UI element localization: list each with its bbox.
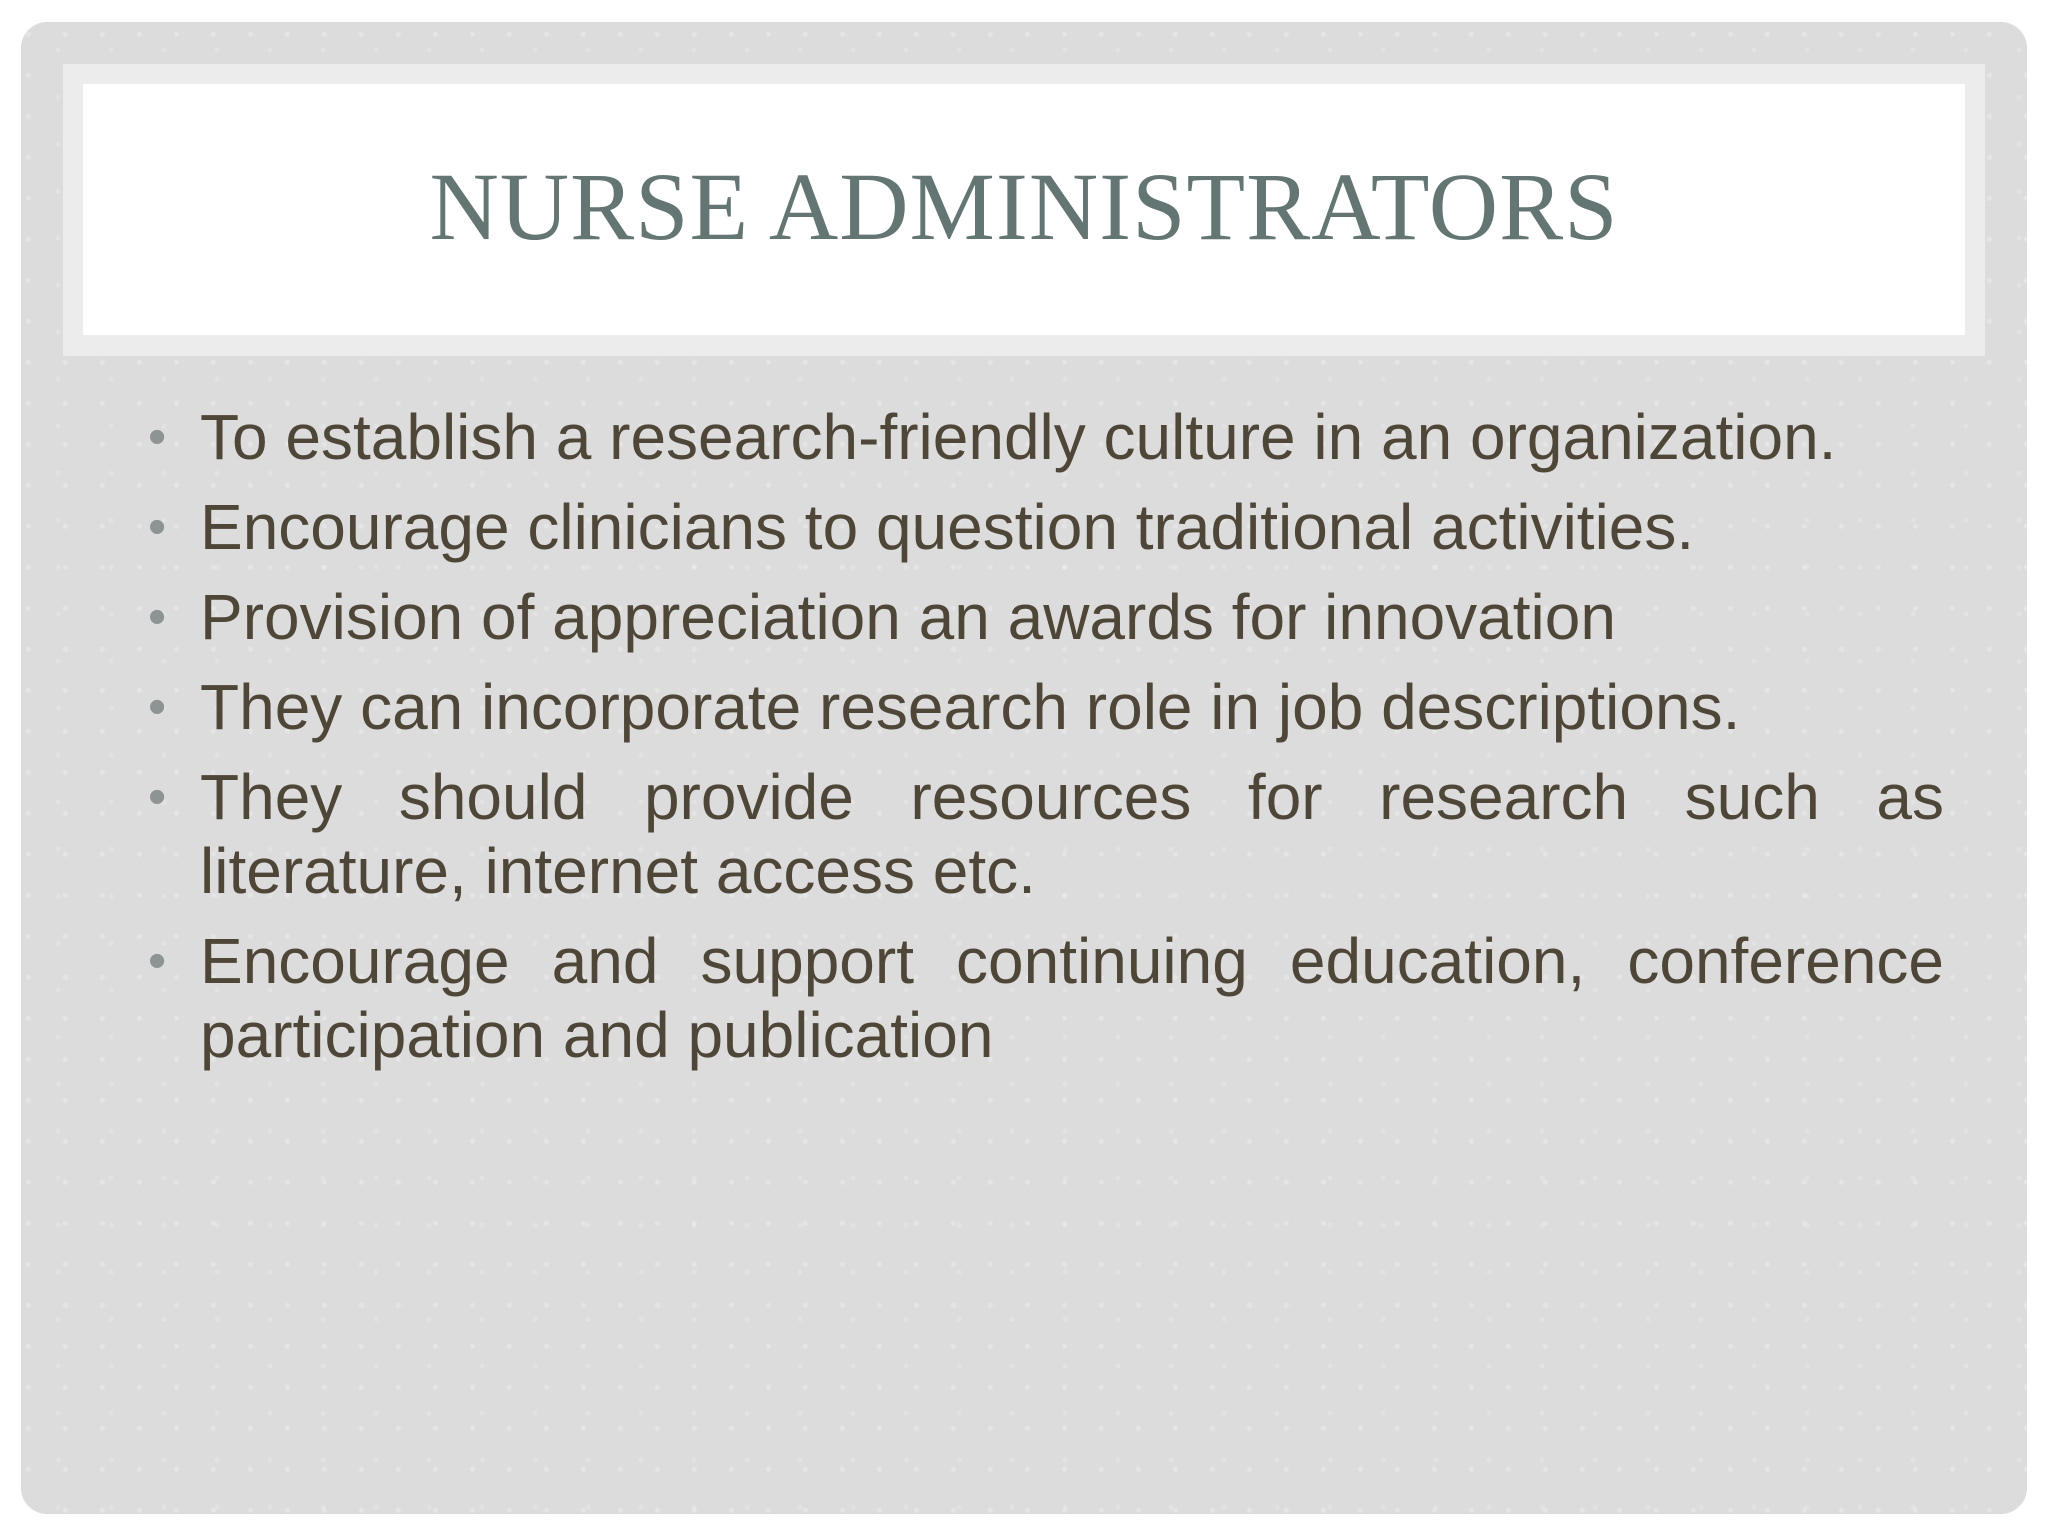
bullet-dot-icon: • (148, 678, 167, 736)
bullet-dot-icon: • (148, 498, 167, 556)
bullet-dot-icon: • (148, 768, 167, 826)
bullet-text: To establish a research-friendly culture in an organization. (200, 401, 1837, 473)
slide-title: NURSE ADMINISTRATORS (429, 152, 1619, 260)
title-box (83, 84, 1965, 335)
bullet-dot-icon: • (148, 588, 167, 646)
bullet-text: They can incorporate research role in job descriptions. (200, 671, 1741, 743)
bullet-item (144, 760, 1944, 908)
bullet-item (144, 490, 1944, 564)
bullet-text: Encourage clinicians to question traditional activities. (200, 491, 1695, 563)
bullet-item (144, 924, 1944, 1072)
bullet-item (144, 670, 1944, 744)
bullet-dot-icon: • (148, 408, 167, 466)
bullet-text: Encourage and support continuing education, conference participation and publication (200, 925, 1944, 1071)
bullet-text: They should provide resources for research such as literature, internet access etc. (200, 761, 1944, 907)
title-frame (63, 64, 1985, 356)
bullet-text: Provision of appreciation an awards for innovation (200, 581, 1616, 653)
slide (21, 22, 2027, 1514)
bullet-item (144, 400, 1944, 474)
bullet-item (144, 580, 1944, 654)
bullet-list (144, 400, 1944, 1088)
bullet-dot-icon: • (148, 932, 167, 990)
